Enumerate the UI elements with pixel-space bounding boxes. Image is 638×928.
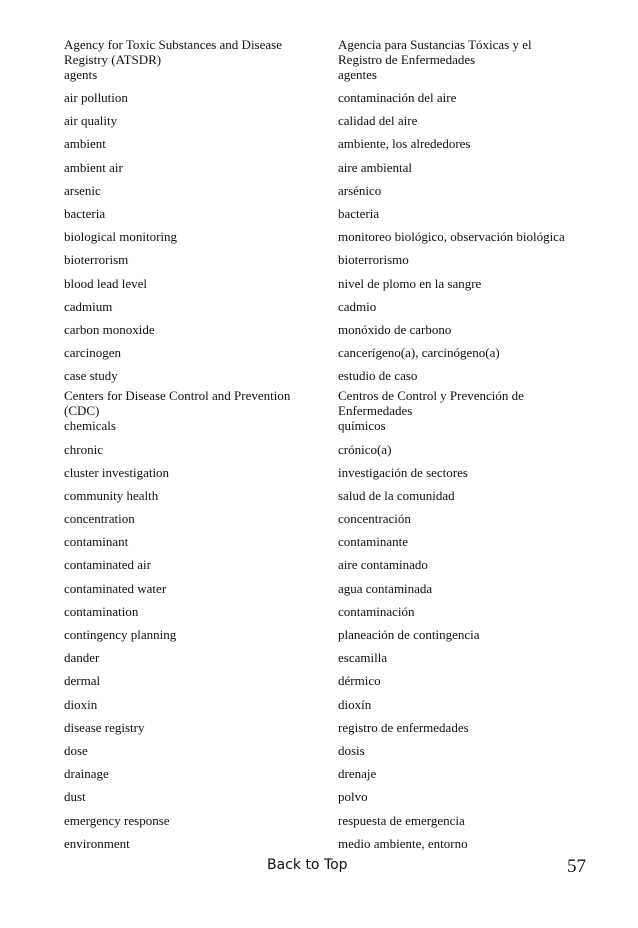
english-term-line: Agency for Toxic Substances and Disease: [64, 37, 282, 52]
glossary-row: [64, 832, 604, 855]
spanish-translation-line: aire ambiental: [338, 159, 412, 175]
glossary-table: [64, 36, 604, 855]
english-term-line: contaminant: [64, 534, 129, 550]
spanish-translation: [338, 673, 604, 688]
english-term: [64, 368, 338, 383]
spanish-translation-line: Agencia para Sustancias Tóxicas y el: [338, 37, 532, 52]
english-term-line: carcinogen: [64, 345, 122, 361]
english-term: [64, 206, 338, 221]
glossary-row: [64, 341, 604, 364]
spanish-translation: [338, 836, 604, 851]
english-term-line: chronic: [64, 441, 103, 457]
spanish-translation: [338, 229, 604, 244]
glossary-row: [64, 762, 604, 785]
spanish-translation: [338, 442, 604, 457]
english-term-line: dioxin: [64, 696, 98, 712]
english-term: [64, 37, 338, 82]
english-term-line: contingency planning: [64, 627, 177, 643]
spanish-translation: [338, 183, 604, 198]
spanish-translation: [338, 627, 604, 642]
english-term-line: disease registry: [64, 719, 145, 735]
english-term: [64, 534, 338, 549]
glossary-row: [64, 248, 604, 271]
glossary-row: [64, 202, 604, 225]
english-term-line: contaminated air: [64, 557, 151, 573]
spanish-translation-line: dioxín: [338, 696, 372, 712]
english-term-line: dust: [64, 789, 86, 805]
spanish-translation: [338, 697, 604, 712]
english-term-line: emergency response: [64, 812, 170, 828]
spanish-translation-line: químicos: [338, 418, 386, 434]
glossary-row: [64, 623, 604, 646]
glossary-row: [64, 785, 604, 808]
glossary-row: [64, 600, 604, 623]
spanish-translation-line: investigación de sectores: [338, 464, 468, 480]
spanish-translation-line: ambiente, los alrededores: [338, 136, 471, 152]
glossary-row: [64, 693, 604, 716]
english-term-line: ambient: [64, 136, 106, 152]
glossary-row: [64, 530, 604, 553]
glossary-row: [64, 808, 604, 831]
glossary-row: [64, 716, 604, 739]
english-term: [64, 743, 338, 758]
spanish-translation-line: monitoreo biológico, observación biológica: [338, 229, 565, 245]
english-term-line: carbon monoxide: [64, 321, 155, 337]
english-term-line: cluster investigation: [64, 464, 170, 480]
spanish-translation: [338, 465, 604, 480]
glossary-row: [64, 86, 604, 109]
spanish-translation-line: escamilla: [338, 650, 388, 666]
spanish-translation: [338, 650, 604, 665]
glossary-row: [64, 179, 604, 202]
spanish-translation: [338, 388, 604, 433]
glossary-row: [64, 484, 604, 507]
glossary-row: [64, 318, 604, 341]
glossary-row: [64, 553, 604, 576]
english-term: [64, 136, 338, 151]
spanish-translation-line: arsénico: [338, 182, 382, 198]
glossary-row: [64, 132, 604, 155]
english-term-line: contaminated water: [64, 580, 167, 596]
glossary-row: [64, 387, 604, 437]
glossary-row: [64, 577, 604, 600]
english-term-line: biological monitoring: [64, 229, 178, 245]
english-term-line: (CDC): [64, 403, 100, 419]
spanish-translation: [338, 160, 604, 175]
spanish-translation: [338, 206, 604, 221]
english-term-line: blood lead level: [64, 275, 148, 291]
glossary-row: [64, 507, 604, 530]
spanish-translation-line: cancerígeno(a), carcinógeno(a): [338, 345, 500, 361]
spanish-translation: [338, 604, 604, 619]
glossary-row: [64, 646, 604, 669]
english-term-line: agents: [64, 67, 98, 82]
english-term-line: dermal: [64, 673, 101, 689]
english-term: [64, 252, 338, 267]
spanish-translation: [338, 766, 604, 781]
page-footer: [0, 856, 638, 880]
english-term-line: contamination: [64, 603, 139, 619]
english-term: [64, 276, 338, 291]
glossary-row: [64, 109, 604, 132]
spanish-translation-line: cadmio: [338, 298, 377, 314]
english-term: [64, 720, 338, 735]
english-term: [64, 465, 338, 480]
english-term: [64, 650, 338, 665]
spanish-translation: [338, 557, 604, 572]
spanish-translation-line: Registro de Enfermedades: [338, 52, 476, 67]
english-term-line: cadmium: [64, 298, 113, 314]
glossary-row: [64, 364, 604, 387]
spanish-translation: [338, 368, 604, 383]
glossary-row: [64, 739, 604, 762]
spanish-translation: [338, 720, 604, 735]
spanish-translation: [338, 345, 604, 360]
english-term-line: Registry (ATSDR): [64, 52, 162, 67]
english-term: [64, 673, 338, 688]
spanish-translation: [338, 136, 604, 151]
spanish-translation-line: crónico(a): [338, 441, 392, 457]
english-term: [64, 160, 338, 175]
english-term: [64, 90, 338, 105]
spanish-translation-line: planeación de contingencia: [338, 627, 480, 643]
spanish-translation-line: salud de la comunidad: [338, 487, 455, 503]
english-term-line: ambient air: [64, 159, 123, 175]
spanish-translation-line: polvo: [338, 789, 368, 805]
english-term-line: drainage: [64, 766, 109, 782]
spanish-translation-line: bioterrorismo: [338, 252, 409, 268]
spanish-translation-line: registro de enfermedades: [338, 719, 469, 735]
english-term: [64, 604, 338, 619]
english-term: [64, 813, 338, 828]
english-term: [64, 766, 338, 781]
english-term-line: bioterrorism: [64, 252, 129, 268]
english-term-line: air pollution: [64, 90, 128, 106]
spanish-translation-line: dérmico: [338, 673, 381, 689]
english-term: [64, 442, 338, 457]
english-term: [64, 697, 338, 712]
english-term: [64, 183, 338, 198]
spanish-translation: [338, 276, 604, 291]
glossary-row: [64, 225, 604, 248]
spanish-translation-line: Centros de Control y Prevención de: [338, 388, 524, 404]
page-number: 57: [567, 856, 586, 877]
english-term-line: air quality: [64, 113, 118, 129]
spanish-translation-line: drenaje: [338, 766, 377, 782]
glossary-row: [64, 36, 604, 86]
english-term-line: concentration: [64, 511, 135, 527]
spanish-translation: [338, 488, 604, 503]
glossary-row: [64, 295, 604, 318]
spanish-translation-line: agua contaminada: [338, 580, 433, 596]
english-term-line: dander: [64, 650, 100, 666]
english-term: [64, 581, 338, 596]
english-term: [64, 488, 338, 503]
spanish-translation: [338, 743, 604, 758]
english-term: [64, 229, 338, 244]
english-term-line: bacteria: [64, 206, 106, 222]
spanish-translation: [338, 789, 604, 804]
spanish-translation: [338, 813, 604, 828]
english-term: [64, 511, 338, 526]
spanish-translation-line: calidad del aire: [338, 113, 418, 129]
english-term-line: case study: [64, 368, 118, 384]
english-term: [64, 388, 338, 433]
english-term: [64, 322, 338, 337]
spanish-translation: [338, 511, 604, 526]
english-term: [64, 836, 338, 851]
english-term: [64, 299, 338, 314]
spanish-translation-line: bacteria: [338, 206, 380, 222]
english-term-line: dose: [64, 742, 88, 758]
english-term-line: environment: [64, 835, 130, 851]
spanish-translation: [338, 534, 604, 549]
english-term: [64, 557, 338, 572]
english-term-line: arsenic: [64, 182, 101, 198]
back-to-top-link[interactable]: Back to Top: [267, 857, 348, 873]
english-term: [64, 113, 338, 128]
english-term: [64, 627, 338, 642]
glossary-row: [64, 437, 604, 460]
english-term-line: community health: [64, 487, 159, 503]
english-term: [64, 345, 338, 360]
spanish-translation: [338, 90, 604, 105]
english-term-line: chemicals: [64, 418, 116, 434]
spanish-translation-line: contaminación del aire: [338, 90, 457, 106]
spanish-translation-line: monóxido de carbono: [338, 321, 452, 337]
spanish-translation-line: contaminación: [338, 603, 415, 619]
spanish-translation-line: contaminante: [338, 534, 409, 550]
spanish-translation-line: concentración: [338, 511, 411, 527]
spanish-translation: [338, 299, 604, 314]
spanish-translation-line: aire contaminado: [338, 557, 428, 573]
spanish-translation: [338, 322, 604, 337]
spanish-translation-line: nivel de plomo en la sangre: [338, 275, 482, 291]
glossary-row: [64, 156, 604, 179]
spanish-translation: [338, 252, 604, 267]
spanish-translation: [338, 37, 604, 82]
spanish-translation-line: medio ambiente, entorno: [338, 835, 468, 851]
english-term-line: Centers for Disease Control and Prevention: [64, 388, 291, 404]
spanish-translation: [338, 113, 604, 128]
glossary-row: [64, 272, 604, 295]
spanish-translation-line: agentes: [338, 67, 377, 82]
spanish-translation-line: dosis: [338, 742, 365, 758]
english-term: [64, 789, 338, 804]
spanish-translation-line: estudio de caso: [338, 368, 418, 384]
glossary-row: [64, 461, 604, 484]
spanish-translation-line: Enfermedades: [338, 403, 413, 419]
spanish-translation-line: respuesta de emergencia: [338, 812, 465, 828]
spanish-translation: [338, 581, 604, 596]
glossary-row: [64, 669, 604, 692]
